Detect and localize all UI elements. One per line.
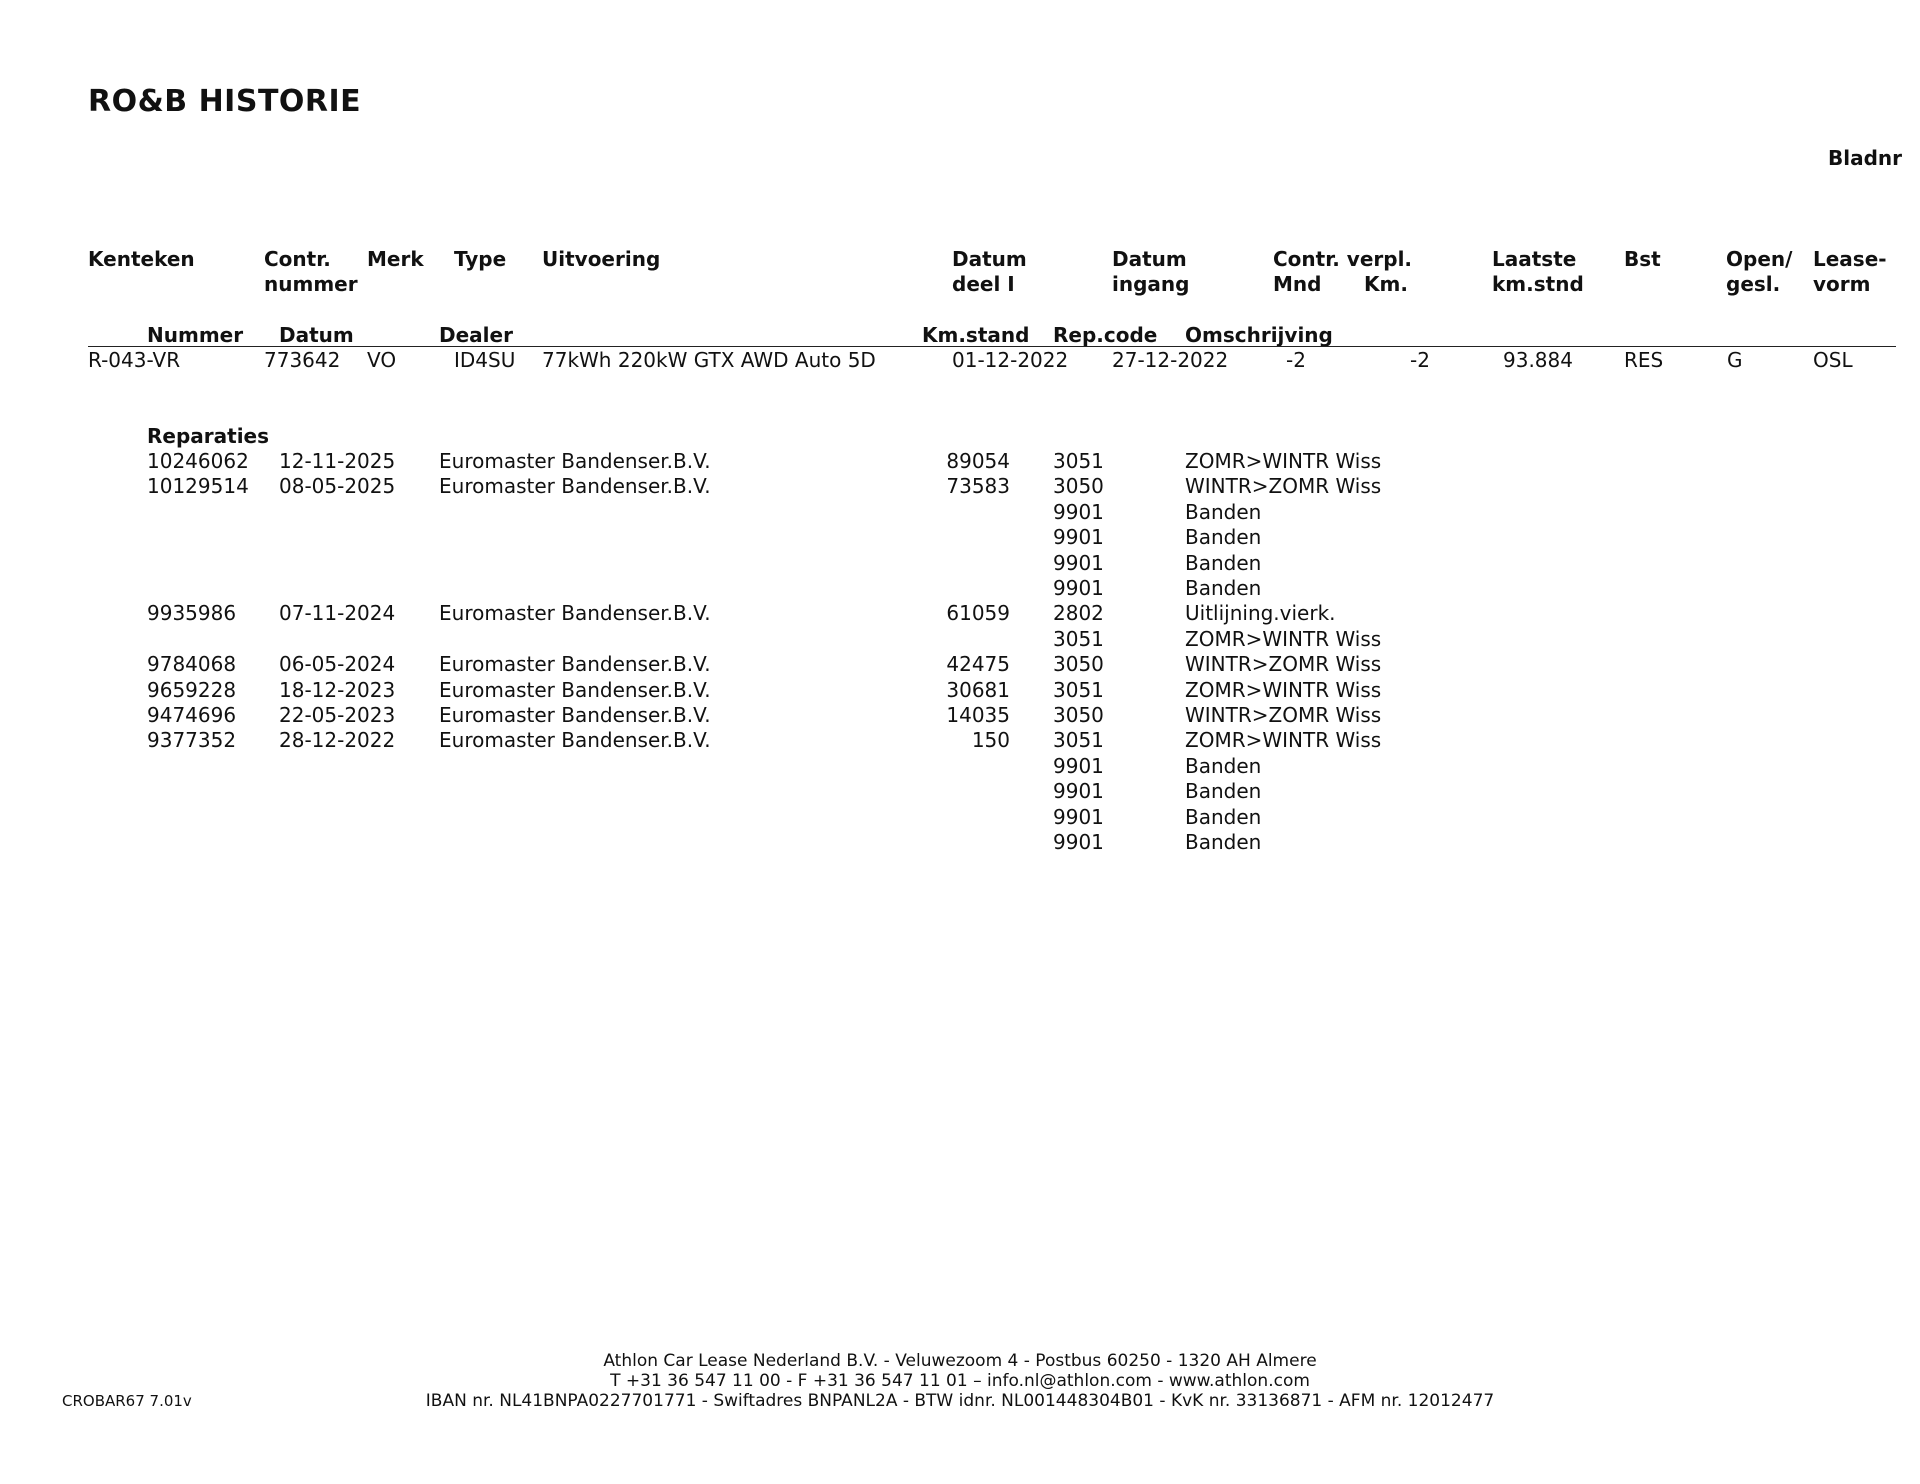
repair-nummer: 9377352 (147, 728, 237, 753)
page-title: RO&B HISTORIE (88, 84, 362, 119)
vehicle-bst: RES (1624, 348, 1664, 372)
repair-datum: 12-11-2025 (279, 449, 396, 473)
repair-omschrijving: Banden (1185, 525, 1262, 550)
repair-code: 3051 (1053, 728, 1104, 753)
subheader-dealer: Dealer (439, 323, 513, 347)
repair-code: 3051 (1053, 677, 1104, 702)
vehicle-datum-deel1: 01-12-2022 (952, 348, 1069, 372)
repair-omschrijving: ZOMR>WINTR Wiss (1185, 677, 1382, 702)
repair-omschrijving: Banden (1185, 753, 1262, 778)
repair-datum: 28-12-2022 (279, 728, 396, 753)
header-kenteken: Kenteken (88, 247, 195, 271)
repair-omschrijving: ZOMR>WINTR Wiss (1185, 728, 1382, 753)
repair-code: 9901 (1053, 779, 1104, 804)
vehicle-open-gesl: G (1727, 348, 1743, 372)
header-type: Type (454, 247, 507, 271)
repair-datum: 07-11-2024 (279, 601, 396, 626)
subheader-kmstand: Km.stand (922, 323, 1030, 347)
repair-code: 9901 (1053, 576, 1104, 600)
form-code: CROBAR67 7.01v (62, 1392, 192, 1410)
header-uitvoering: Uitvoering (542, 247, 661, 271)
repair-omschrijving: Banden (1185, 830, 1262, 854)
header-km: Km. (1364, 272, 1408, 296)
repair-omschrijving: Banden (1185, 576, 1262, 600)
repair-code: 3051 (1053, 449, 1104, 473)
subheader-repcode: Rep.code (1053, 323, 1158, 347)
repair-km: 61059 (946, 601, 1010, 626)
header-contr-verpl: Contr. verpl. (1273, 247, 1413, 271)
repair-omschrijving: Banden (1185, 804, 1262, 829)
header-lease: Lease- (1813, 247, 1887, 271)
repair-code: 3050 (1053, 474, 1104, 499)
footer-address: Athlon Car Lease Nederland B.V. - Veluwezoom 4 - Postbus 60250 - 1320 AH Almere (603, 1351, 1317, 1371)
repair-km: 14035 (946, 703, 1010, 727)
subheader-omschrijving: Omschrijving (1185, 323, 1333, 347)
vehicle-contract: 773642 (264, 348, 341, 372)
header-mnd: Mnd (1273, 272, 1322, 296)
header-merk: Merk (367, 247, 424, 271)
vehicle-type: ID4SU (454, 348, 516, 372)
repair-dealer: Euromaster Bandenser.B.V. (439, 677, 711, 702)
repair-nummer: 10246062 (147, 449, 249, 473)
repair-code: 3050 (1053, 652, 1104, 677)
footer-bank: IBAN nr. NL41BNPA0227701771 - Swiftadres BNPANL2A - BTW idnr. NL001448304B01 - KvK nr. 33136871 - AFM nr. 12012477 (425, 1391, 1495, 1411)
repair-datum: 18-12-2023 (279, 677, 396, 702)
repair-code: 9901 (1053, 499, 1104, 524)
vehicle-laatste-km: 93.884 (1503, 348, 1573, 372)
vehicle-mnd: -2 (1286, 348, 1306, 372)
repair-dealer: Euromaster Bandenser.B.V. (439, 474, 711, 499)
vehicle-datum-ingang: 27-12-2022 (1112, 348, 1229, 372)
header-divider (88, 346, 1896, 347)
repair-omschrijving: Banden (1185, 550, 1262, 575)
repair-code: 9901 (1053, 804, 1104, 829)
header-open: Open/ (1726, 247, 1793, 271)
repair-omschrijving: Banden (1185, 499, 1262, 524)
repair-code: 9901 (1053, 525, 1104, 550)
section-reparaties: Reparaties (147, 424, 270, 448)
vehicle-merk: VO (367, 348, 397, 372)
subheader-nummer: Nummer (147, 323, 244, 347)
header-deel1: deel I (952, 272, 1015, 296)
repair-code: 3050 (1053, 703, 1104, 727)
repair-dealer: Euromaster Bandenser.B.V. (439, 728, 711, 753)
repair-km: 89054 (946, 449, 1010, 473)
repair-nummer: 9784068 (147, 652, 237, 677)
repair-dealer: Euromaster Bandenser.B.V. (439, 703, 711, 727)
repair-dealer: Euromaster Bandenser.B.V. (439, 652, 711, 677)
repair-km: 150 (971, 728, 1010, 753)
header-ingang: ingang (1112, 272, 1190, 296)
repair-omschrijving: ZOMR>WINTR Wiss (1185, 626, 1382, 651)
repair-nummer: 9659228 (147, 677, 237, 702)
header-kmstnd: km.stnd (1492, 272, 1584, 296)
header-bst: Bst (1624, 247, 1661, 271)
repair-datum: 22-05-2023 (279, 703, 396, 727)
vehicle-uitvoering: 77kWh 220kW GTX AWD Auto 5D (542, 348, 876, 372)
vehicle-leasevorm: OSL (1813, 348, 1853, 372)
repair-nummer: 9935986 (147, 601, 237, 626)
subheader-datum: Datum (279, 323, 354, 347)
header-gesl: gesl. (1726, 272, 1781, 296)
repair-omschrijving: Uitlijning.vierk. (1185, 601, 1336, 626)
repair-km: 30681 (946, 677, 1010, 702)
repair-nummer: 10129514 (147, 474, 249, 499)
vehicle-km: -2 (1410, 348, 1430, 372)
repair-nummer: 9474696 (147, 703, 237, 727)
repair-km: 42475 (946, 652, 1010, 677)
repair-dealer: Euromaster Bandenser.B.V. (439, 449, 711, 473)
repair-dealer: Euromaster Bandenser.B.V. (439, 601, 711, 626)
page-number-label: Bladnr (1827, 146, 1902, 170)
header-vorm: vorm (1813, 272, 1871, 296)
header-laatste: Laatste (1492, 247, 1577, 271)
repair-datum: 06-05-2024 (279, 652, 396, 677)
repair-omschrijving: ZOMR>WINTR Wiss (1185, 449, 1382, 473)
header-contr: Contr. (264, 247, 331, 271)
vehicle-kenteken: R-043-VR (88, 348, 181, 372)
repair-code: 9901 (1053, 830, 1104, 854)
repair-km: 73583 (946, 474, 1010, 499)
repair-code: 3051 (1053, 626, 1104, 651)
repair-omschrijving: Banden (1185, 779, 1262, 804)
footer-contact: T +31 36 547 11 00 - F +31 36 547 11 01 – info.nl@athlon.com - www.athlon.com (610, 1371, 1310, 1391)
header-datum-deel1: Datum (952, 247, 1027, 271)
header-datum-ingang: Datum (1112, 247, 1187, 271)
repair-code: 2802 (1053, 601, 1104, 626)
repair-datum: 08-05-2025 (279, 474, 396, 499)
repair-code: 9901 (1053, 753, 1104, 778)
repair-omschrijving: WINTR>ZOMR Wiss (1185, 703, 1382, 727)
repair-omschrijving: WINTR>ZOMR Wiss (1185, 652, 1382, 677)
repair-omschrijving: WINTR>ZOMR Wiss (1185, 474, 1382, 499)
header-nummer: nummer (264, 272, 358, 296)
repair-code: 9901 (1053, 550, 1104, 575)
